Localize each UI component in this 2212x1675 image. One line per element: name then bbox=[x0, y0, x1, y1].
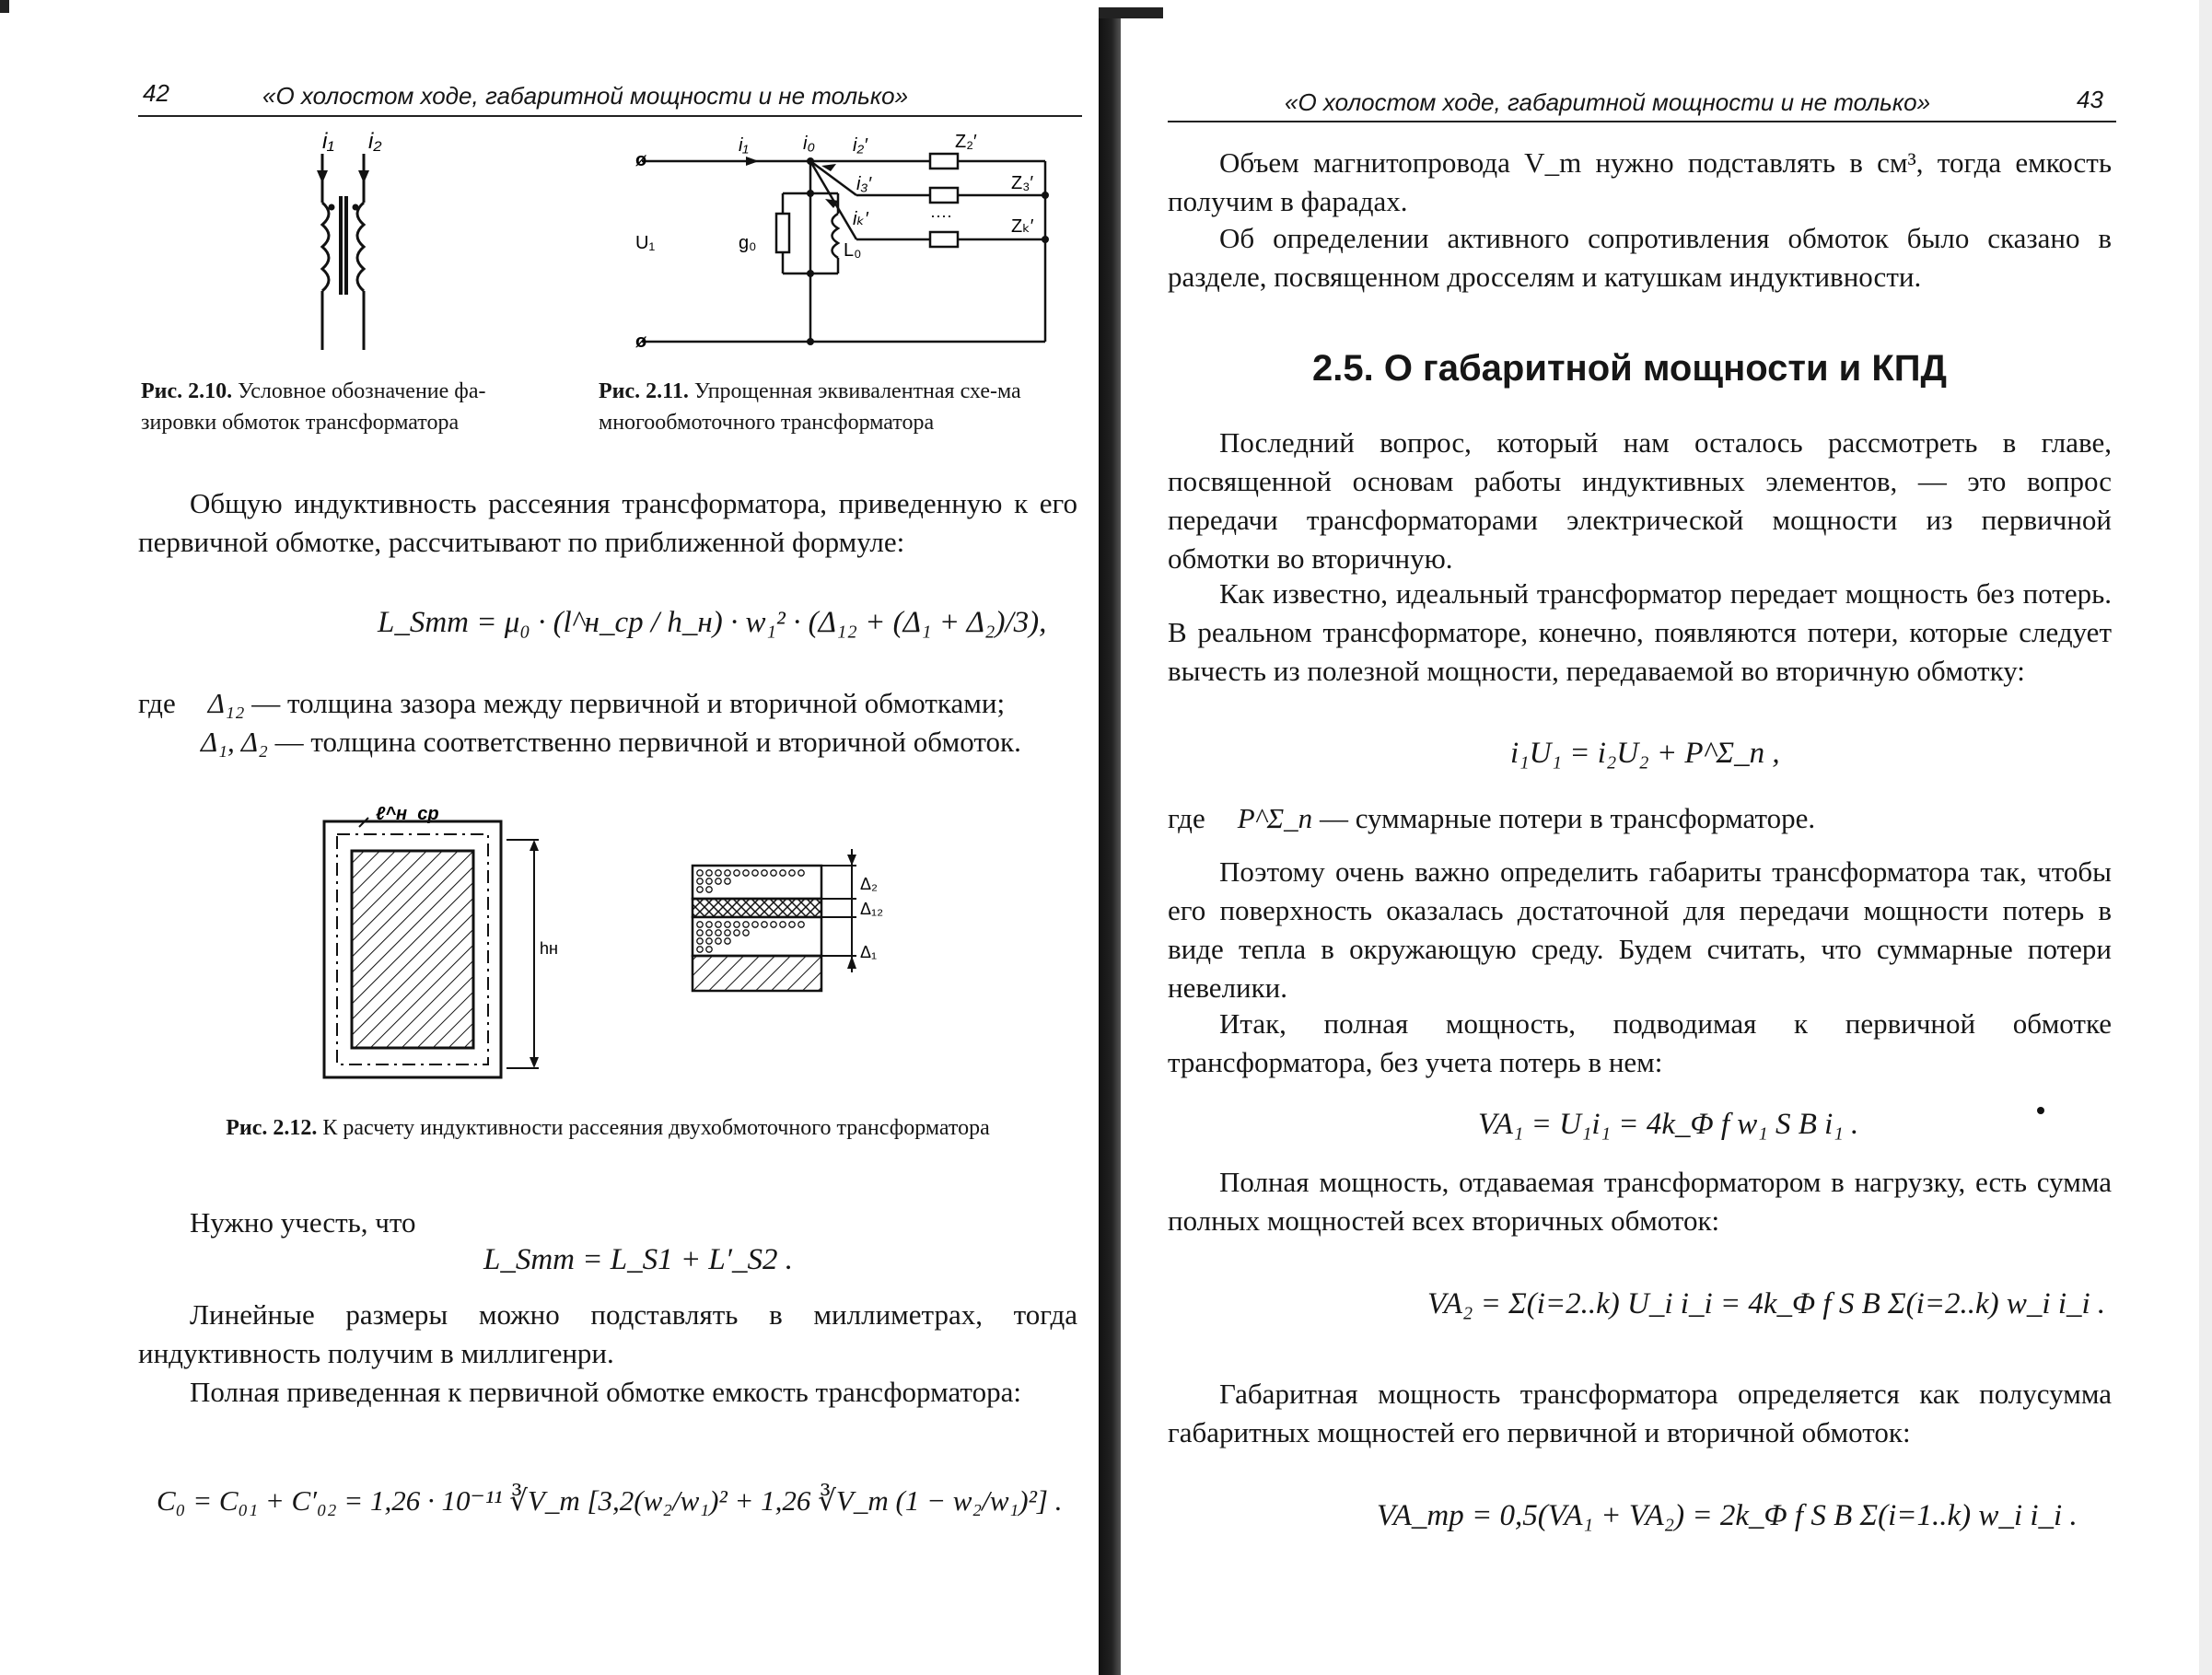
label-i2: i₂ bbox=[368, 129, 382, 154]
formula-ls: L_Smm = μ₀ · (l^н_ср / h_н) · w₁² · (Δ₁₂ + (Δ₁ + Δ₂)/3), bbox=[378, 606, 1047, 639]
where-sym: P^Σ_n bbox=[1237, 802, 1313, 834]
fig-2-11-equivalent-circuit bbox=[626, 129, 1059, 350]
left-para-2: Нужно учесть, что bbox=[190, 1206, 416, 1239]
left-para-3: Линейные размеры можно подставлять в миллиметрах, тогда индуктивность получим в миллигенри. bbox=[138, 1298, 1077, 1369]
fig-2-10-label: Рис. 2.10. bbox=[141, 379, 233, 403]
left-header-rule bbox=[138, 115, 1082, 117]
fig-2-10-phasing-diagram bbox=[295, 124, 414, 355]
fig-2-11-caption-text: Упрощенная эквивалентная схе-ма многообмоточного трансформатора bbox=[599, 379, 1021, 435]
where-1 bbox=[138, 684, 1077, 723]
svg-text:ø: ø bbox=[635, 150, 647, 170]
right-page-edge bbox=[2199, 0, 2212, 1675]
right-running-head: «О холостом ходе, габаритной мощности и не только» bbox=[1285, 88, 1931, 116]
label-zk: Zₖ′ bbox=[1011, 216, 1034, 237]
right-para-4: Как известно, идеальный трансформатор передает мощность без потерь. В реальном трансформаторе, конечно, появляются потери, которые следует вычесть из полезной мощности, передаваемой во вторичную обмотку: bbox=[1168, 577, 2112, 687]
where-word: где bbox=[138, 687, 176, 719]
right-header-rule bbox=[1168, 121, 2116, 122]
label-i1: i₁ bbox=[739, 135, 749, 156]
right-para-8: Габаритная мощность трансформатора определяется как полусумма габаритных мощностей его первичной и вторичной обмоток: bbox=[1168, 1378, 2112, 1448]
formula-va1: VA₁ = U₁i₁ = 4k_Φ f w₁ S B i₁ . bbox=[1478, 1108, 1859, 1141]
fig-2-12-core-diagram bbox=[313, 792, 912, 1087]
right-page-number: 43 bbox=[2077, 86, 2103, 113]
label-dots: ···· bbox=[930, 206, 952, 225]
ink-dot bbox=[2037, 1107, 2044, 1114]
where-1-sym: Δ₁₂ bbox=[207, 687, 245, 719]
fig-2-12-label: Рис. 2.12. bbox=[226, 1116, 318, 1140]
where-text: — суммарные потери в трансформаторе. bbox=[1319, 802, 1816, 834]
fig-2-11-caption bbox=[599, 376, 1068, 438]
right-para-6: Итак, полная мощность, подводимая к первичной обмотке трансформатора, без учета потерь в нем: bbox=[1168, 1007, 2112, 1078]
left-para-1: Общую индуктивность рассеяния трансформатора, приведенную к его первичной обмотке, рассчитывают по приближенной формуле: bbox=[138, 487, 1077, 558]
right-para-7: Полная мощность, отдаваемая трансформатором в нагрузку, есть сумма полных мощностей всех вторичных обмоток: bbox=[1168, 1166, 2112, 1237]
label-d2: Δ₂ bbox=[860, 875, 879, 893]
label-ik: iₖ′ bbox=[853, 209, 868, 229]
label-d12: Δ₁₂ bbox=[860, 900, 884, 918]
formula-c: C₀ = C₀₁ + C′₀₂ = 1,26 · 10⁻¹¹ ∛V_m [3,2(w₂/w₁)² + 1,26 ∛V_m (1 − w₂/w₁)²] . bbox=[157, 1484, 1063, 1517]
label-i2: i₂′ bbox=[853, 135, 867, 156]
label-i0: i₀ bbox=[803, 134, 815, 154]
fig-2-10-caption-text: Условное обозначение фа-зировки обмоток трансформатора bbox=[141, 379, 486, 435]
label-hn: hн bbox=[540, 939, 558, 958]
formula-power: i₁U₁ = i₂U₂ + P^Σ_n , bbox=[1510, 737, 1780, 770]
formula-sum: L_Smm = L_S1 + L′_S2 . bbox=[483, 1243, 793, 1276]
where-word: где bbox=[1168, 802, 1205, 834]
svg-text:ø: ø bbox=[635, 332, 647, 350]
left-page-number: 42 bbox=[143, 79, 169, 107]
label-u1: U₁ bbox=[635, 233, 656, 253]
formula-va2: VA₂ = Σ(i=2..k) U_i i_i = 4k_Φ f S B Σ(i=2..k) w_i i_i . bbox=[1427, 1287, 2106, 1320]
fig-2-12-caption bbox=[221, 1112, 995, 1144]
label-i1: i₁ bbox=[322, 129, 334, 154]
right-para-2: Об определении активного сопротивления обмоток было сказано в разделе, посвященном дросселям и катушкам индуктивности. bbox=[1168, 222, 2112, 293]
label-g0: g₀ bbox=[739, 233, 757, 253]
left-para-4: Полная приведенная к первичной обмотке емкость трансформатора: bbox=[190, 1376, 1021, 1408]
fig-2-10-caption bbox=[141, 376, 560, 438]
spine-shadow-top bbox=[1099, 7, 1163, 18]
section-title: 2.5. О габаритной мощности и КПД bbox=[1312, 348, 1948, 389]
right-para-5: Поэтому очень важно определить габариты трансформатора так, чтобы его поверхность оказалась достаточной для передачи мощности потерь в виде тепла в окружающую среду. Будем считать, что суммарные потери невелики. bbox=[1168, 855, 2112, 1004]
fig-2-11-label: Рис. 2.11. bbox=[599, 379, 689, 403]
label-z2: Z₂′ bbox=[955, 132, 977, 152]
fig-2-12-caption-text: К расчету индуктивности рассеяния двухобмоточного трансформатора bbox=[322, 1116, 990, 1140]
label-lsr: ℓ^н_ср bbox=[376, 804, 439, 824]
where-2 bbox=[201, 723, 1085, 762]
label-l0: L₀ bbox=[844, 240, 862, 261]
where-2-text: — толщина соответственно первичной и вторичной обмоток. bbox=[274, 726, 1021, 758]
label-d1: Δ₁ bbox=[860, 943, 878, 961]
label-z3: Z₃′ bbox=[1011, 173, 1034, 193]
label-i3: i₃′ bbox=[856, 174, 872, 194]
where-2-sym: Δ₁, Δ₂ bbox=[201, 726, 268, 758]
right-para-3: Последний вопрос, который нам осталось рассмотреть в главе, посвященной основам работы индуктивных элементов, — это вопрос передачи трансформаторами электрической мощности из первичной обмотки во вторичную. bbox=[1168, 426, 2112, 575]
left-running-head: «О холостом ходе, габаритной мощности и не только» bbox=[262, 82, 909, 110]
right-where bbox=[1168, 799, 2112, 838]
spine-shadow bbox=[1099, 7, 1121, 1675]
where-1-text: — толщина зазора между первичной и вторичной обмотками; bbox=[251, 687, 1006, 719]
right-para-1: Объем магнитопровода V_m нужно подставлять в см³, тогда емкость получим в фарадах. bbox=[1168, 146, 2112, 217]
page-edge-corner bbox=[0, 0, 9, 13]
formula-vatp: VA_тр = 0,5(VA₁ + VA₂) = 2k_Φ f S B Σ(i=1..k) w_i i_i . bbox=[1377, 1499, 2078, 1532]
